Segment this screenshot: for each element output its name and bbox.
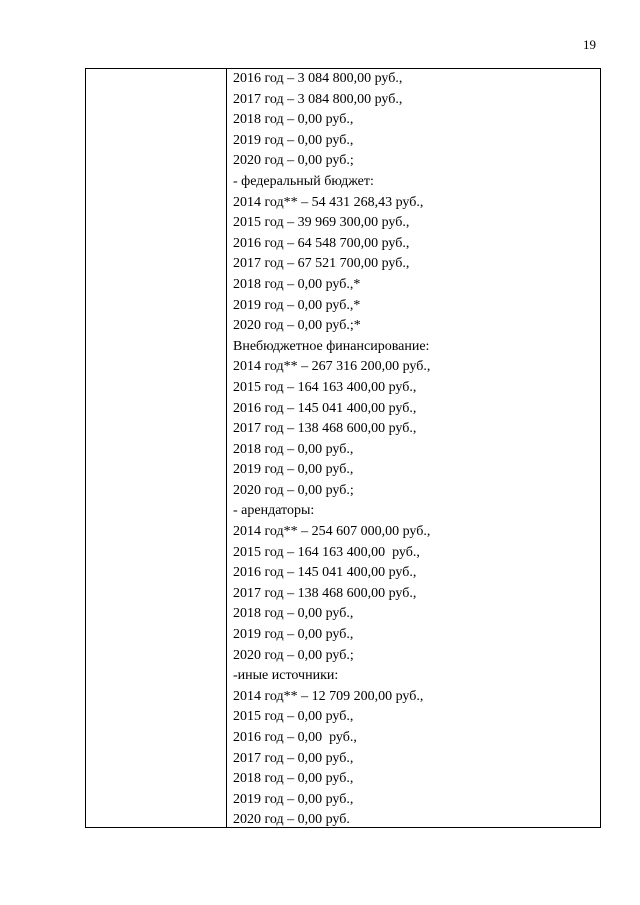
financing-line: 2014 год** – 12 709 200,00 руб., xyxy=(233,688,424,704)
financing-line: 2019 год – 0,00 руб., xyxy=(233,791,354,807)
financing-line: Внебюджетное финансирование: xyxy=(233,338,430,354)
financing-line: -иные источники: xyxy=(233,668,339,684)
financing-line: 2018 год – 0,00 руб.,* xyxy=(233,276,361,292)
financing-line: 2019 год – 0,00 руб., xyxy=(233,462,354,478)
financing-line: 2015 год – 164 163 400,00 руб., xyxy=(233,379,417,395)
financing-line: 2017 год – 3 084 800,00 руб., xyxy=(233,91,403,107)
financing-line: 2014 год** – 54 431 268,43 руб., xyxy=(233,194,424,210)
financing-line: 2018 год – 0,00 руб., xyxy=(233,112,354,128)
financing-line: 2017 год – 138 468 600,00 руб., xyxy=(233,585,417,601)
financing-line: 2015 год – 0,00 руб., xyxy=(233,709,354,725)
financing-table xyxy=(85,68,601,828)
financing-line: 2016 год – 3 084 800,00 руб., xyxy=(233,71,403,86)
financing-line: 2016 год – 0,00 руб., xyxy=(233,730,357,745)
financing-line: 2020 год – 0,00 руб.; xyxy=(233,153,354,169)
table-left-cell xyxy=(86,69,227,827)
financing-line: 2017 год – 138 468 600,00 руб., xyxy=(233,421,417,437)
financing-line: - федеральный бюджет: xyxy=(233,173,374,189)
financing-line: 2015 год – 39 969 300,00 руб., xyxy=(233,215,410,231)
financing-line: 2016 год – 145 041 400,00 руб., xyxy=(233,565,417,581)
table-right-cell xyxy=(227,69,600,827)
financing-line: 2015 год – 164 163 400,00 руб., xyxy=(233,544,420,560)
financing-line: 2020 год – 0,00 руб.; xyxy=(233,647,354,663)
financing-line: 2020 год – 0,00 руб. xyxy=(233,812,350,828)
financing-line: 2016 год – 64 548 700,00 руб., xyxy=(233,235,410,251)
financing-line: 2016 год – 145 041 400,00 руб., xyxy=(233,400,417,416)
financing-line: 2017 год – 0,00 руб., xyxy=(233,750,354,766)
page-number: 19 xyxy=(583,37,596,52)
financing-line: - арендаторы: xyxy=(233,503,315,519)
financing-line: 2018 год – 0,00 руб., xyxy=(233,771,354,787)
financing-line: 2017 год – 67 521 700,00 руб., xyxy=(233,256,410,272)
financing-line: 2018 год – 0,00 руб., xyxy=(233,606,354,622)
financing-line: 2019 год – 0,00 руб., xyxy=(233,627,354,643)
financing-line: 2014 год** – 254 607 000,00 руб., xyxy=(233,524,431,540)
financing-line: 2019 год – 0,00 руб.,* xyxy=(233,297,361,313)
financing-line: 2020 год – 0,00 руб.;* xyxy=(233,318,361,334)
financing-line: 2018 год – 0,00 руб., xyxy=(233,441,354,457)
financing-line: 2020 год – 0,00 руб.; xyxy=(233,482,354,498)
financing-line: 2019 год – 0,00 руб., xyxy=(233,132,354,148)
financing-line: 2014 год** – 267 316 200,00 руб., xyxy=(233,359,431,375)
